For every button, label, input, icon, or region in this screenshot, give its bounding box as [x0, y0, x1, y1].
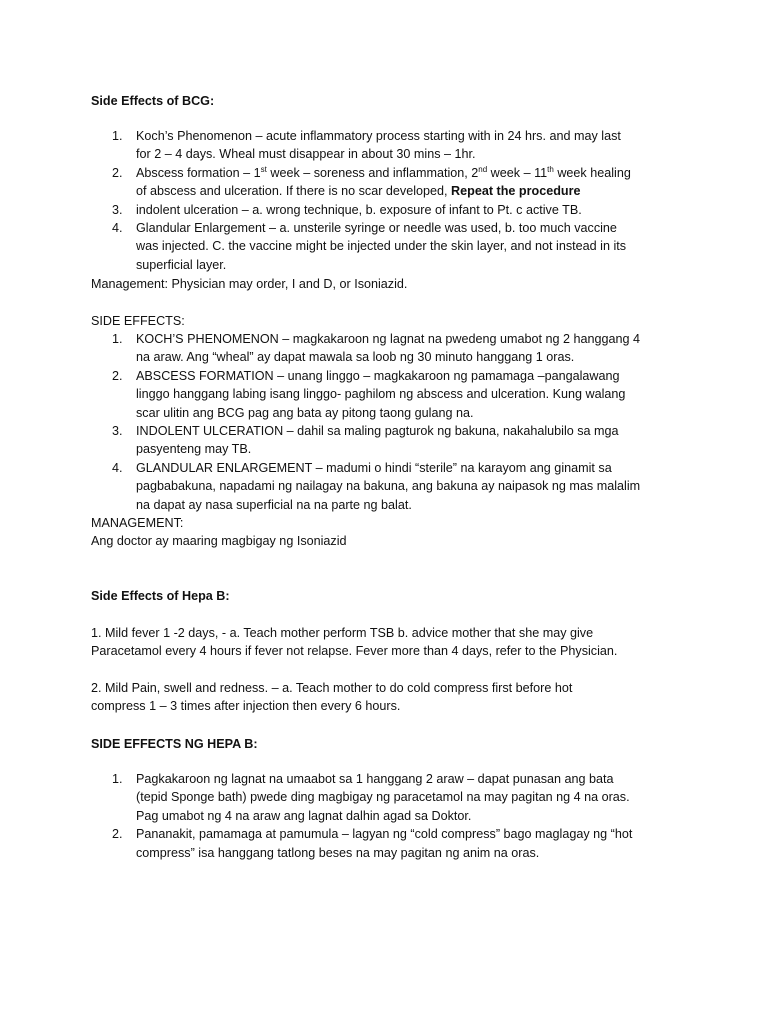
superscript: th: [547, 164, 554, 174]
item-line: scar ulitin ang BCG pag ang bata ay pitong taong gulang na.: [136, 405, 474, 420]
list-item: [91, 770, 691, 825]
superscript: st: [260, 164, 267, 174]
item-line: indolent ulceration – a. wrong technique, b. exposure of infant to Pt. c active TB.: [136, 202, 582, 217]
item-line: for 2 – 4 days. Wheal must disappear in about 30 mins – 1hr.: [136, 147, 476, 162]
repeat-procedure-emphasis: Repeat the procedure: [451, 184, 581, 199]
item-number: 3.: [112, 424, 123, 439]
hepa-paragraph-2: [91, 679, 691, 716]
bcg-side-effects-list: [91, 127, 691, 274]
bcg-tagalog-management-label: MANAGEMENT:: [91, 516, 184, 530]
bcg-tagalog-management-text: Ang doctor ay maaring magbigay ng Isoniazid: [91, 534, 347, 548]
item-number: 1.: [112, 129, 123, 143]
bcg-heading: Side Effects of BCG:: [91, 94, 215, 108]
list-item: [91, 330, 691, 367]
item-line: (tepid Sponge bath) pwede ding magbigay ng paracetamol na may pagitan ng 4 na oras.: [136, 790, 630, 805]
list-item: [91, 422, 691, 459]
item-line: Koch’s Phenomenon – acute inflammatory process starting with in 24 hrs. and may last: [136, 129, 621, 143]
item-line: Pananakit, pamamaga at pamumula – lagyan ng “cold compress” bago maglagay ng “hot: [136, 827, 633, 842]
list-item: [91, 825, 691, 862]
item-line: KOCH’S PHENOMENON – magkakaroon ng lagnat na pwedeng umabot ng 2 hanggang 4: [136, 332, 641, 346]
list-item: [91, 127, 691, 164]
list-item: [91, 201, 691, 219]
item-number: 2.: [112, 827, 123, 842]
item-number: 1.: [112, 332, 123, 346]
hepa-paragraph-1: [91, 624, 691, 661]
bcg-management: Management: Physician may order, I and D, or Isoniazid.: [91, 277, 408, 291]
item-number: 2.: [112, 165, 123, 180]
paragraph-line: compress 1 – 3 times after injection then every 6 hours.: [91, 699, 401, 714]
item-line: Pag umabot ng 4 na araw ang lagnat dalhin agad sa Doktor.: [136, 808, 472, 823]
paragraph-line: 2. Mild Pain, swell and redness. – a. Teach mother to do cold compress first before hot: [91, 681, 573, 695]
item-line: [136, 164, 691, 182]
item-number: 1.: [112, 772, 123, 786]
item-line: pagbabakuna, napadami ng nailagay na bakuna, ang bakuna ay naipasok ng mas malalim: [136, 479, 641, 494]
text-run: week – soreness and inflammation, 2: [266, 165, 479, 180]
item-line: superficial layer.: [136, 257, 227, 272]
text-run: week healing: [553, 165, 631, 180]
item-line: linggo hanggang labing isang linggo- paghilom ng abscess and ulceration. Kung walang: [136, 387, 626, 402]
text-run: of abscess and ulceration. If there is no scar developed,: [136, 184, 452, 199]
hepa-tagalog-list: [91, 770, 691, 862]
hepa-tagalog-heading: SIDE EFFECTS NG HEPA B:: [91, 737, 258, 751]
paragraph-line: Paracetamol every 4 hours if fever not relapse. Fever more than 4 days, refer to the Physician.: [91, 644, 618, 659]
hepa-heading: Side Effects of Hepa B:: [91, 589, 230, 603]
item-line: [136, 182, 691, 200]
list-item: [91, 219, 691, 274]
item-line: Pagkakaroon ng lagnat na umaabot sa 1 hanggang 2 araw – dapat punasan ang bata: [136, 772, 614, 786]
paragraph-line: 1. Mild fever 1 -2 days, - a. Teach mother perform TSB b. advice mother that she may give: [91, 626, 594, 640]
item-line: ABSCESS FORMATION – unang linggo – magkakaroon ng pamamaga –pangalawang: [136, 368, 620, 383]
item-number: 4.: [112, 221, 123, 236]
text-run: Abscess formation – 1: [136, 165, 261, 180]
bcg-tagalog-list: [91, 330, 691, 514]
item-number: 4.: [112, 460, 123, 475]
list-item: [91, 367, 691, 422]
item-number: 2.: [112, 368, 123, 383]
item-line: INDOLENT ULCERATION – dahil sa maling pagturok ng bakuna, nakahalubilo sa mga: [136, 424, 619, 439]
superscript: nd: [478, 164, 488, 174]
list-item: [91, 164, 691, 201]
bcg-tagalog-heading: SIDE EFFECTS:: [91, 314, 185, 328]
item-line: was injected. C. the vaccine might be injected under the skin layer, and not instead in its: [136, 239, 627, 254]
item-line: Glandular Enlargement – a. unsterile syringe or needle was used, b. too much vaccine: [136, 221, 617, 236]
item-line: na dapat ay nasa superficial na na parte ng balat.: [136, 497, 412, 512]
item-line: pasyenteng may TB.: [136, 442, 252, 457]
text-run: week – 11: [487, 165, 548, 180]
item-line: compress” isa hanggang tatlong beses na may pagitan ng anim na oras.: [136, 845, 540, 860]
list-item: [91, 459, 691, 514]
item-line: na araw. Ang “wheal” ay dapat mawala sa loob ng 30 minuto hanggang 1 oras.: [136, 350, 575, 365]
item-line: GLANDULAR ENLARGEMENT – madumi o hindi “sterile” na karayom ang ginamit sa: [136, 460, 612, 475]
item-number: 3.: [112, 202, 123, 217]
